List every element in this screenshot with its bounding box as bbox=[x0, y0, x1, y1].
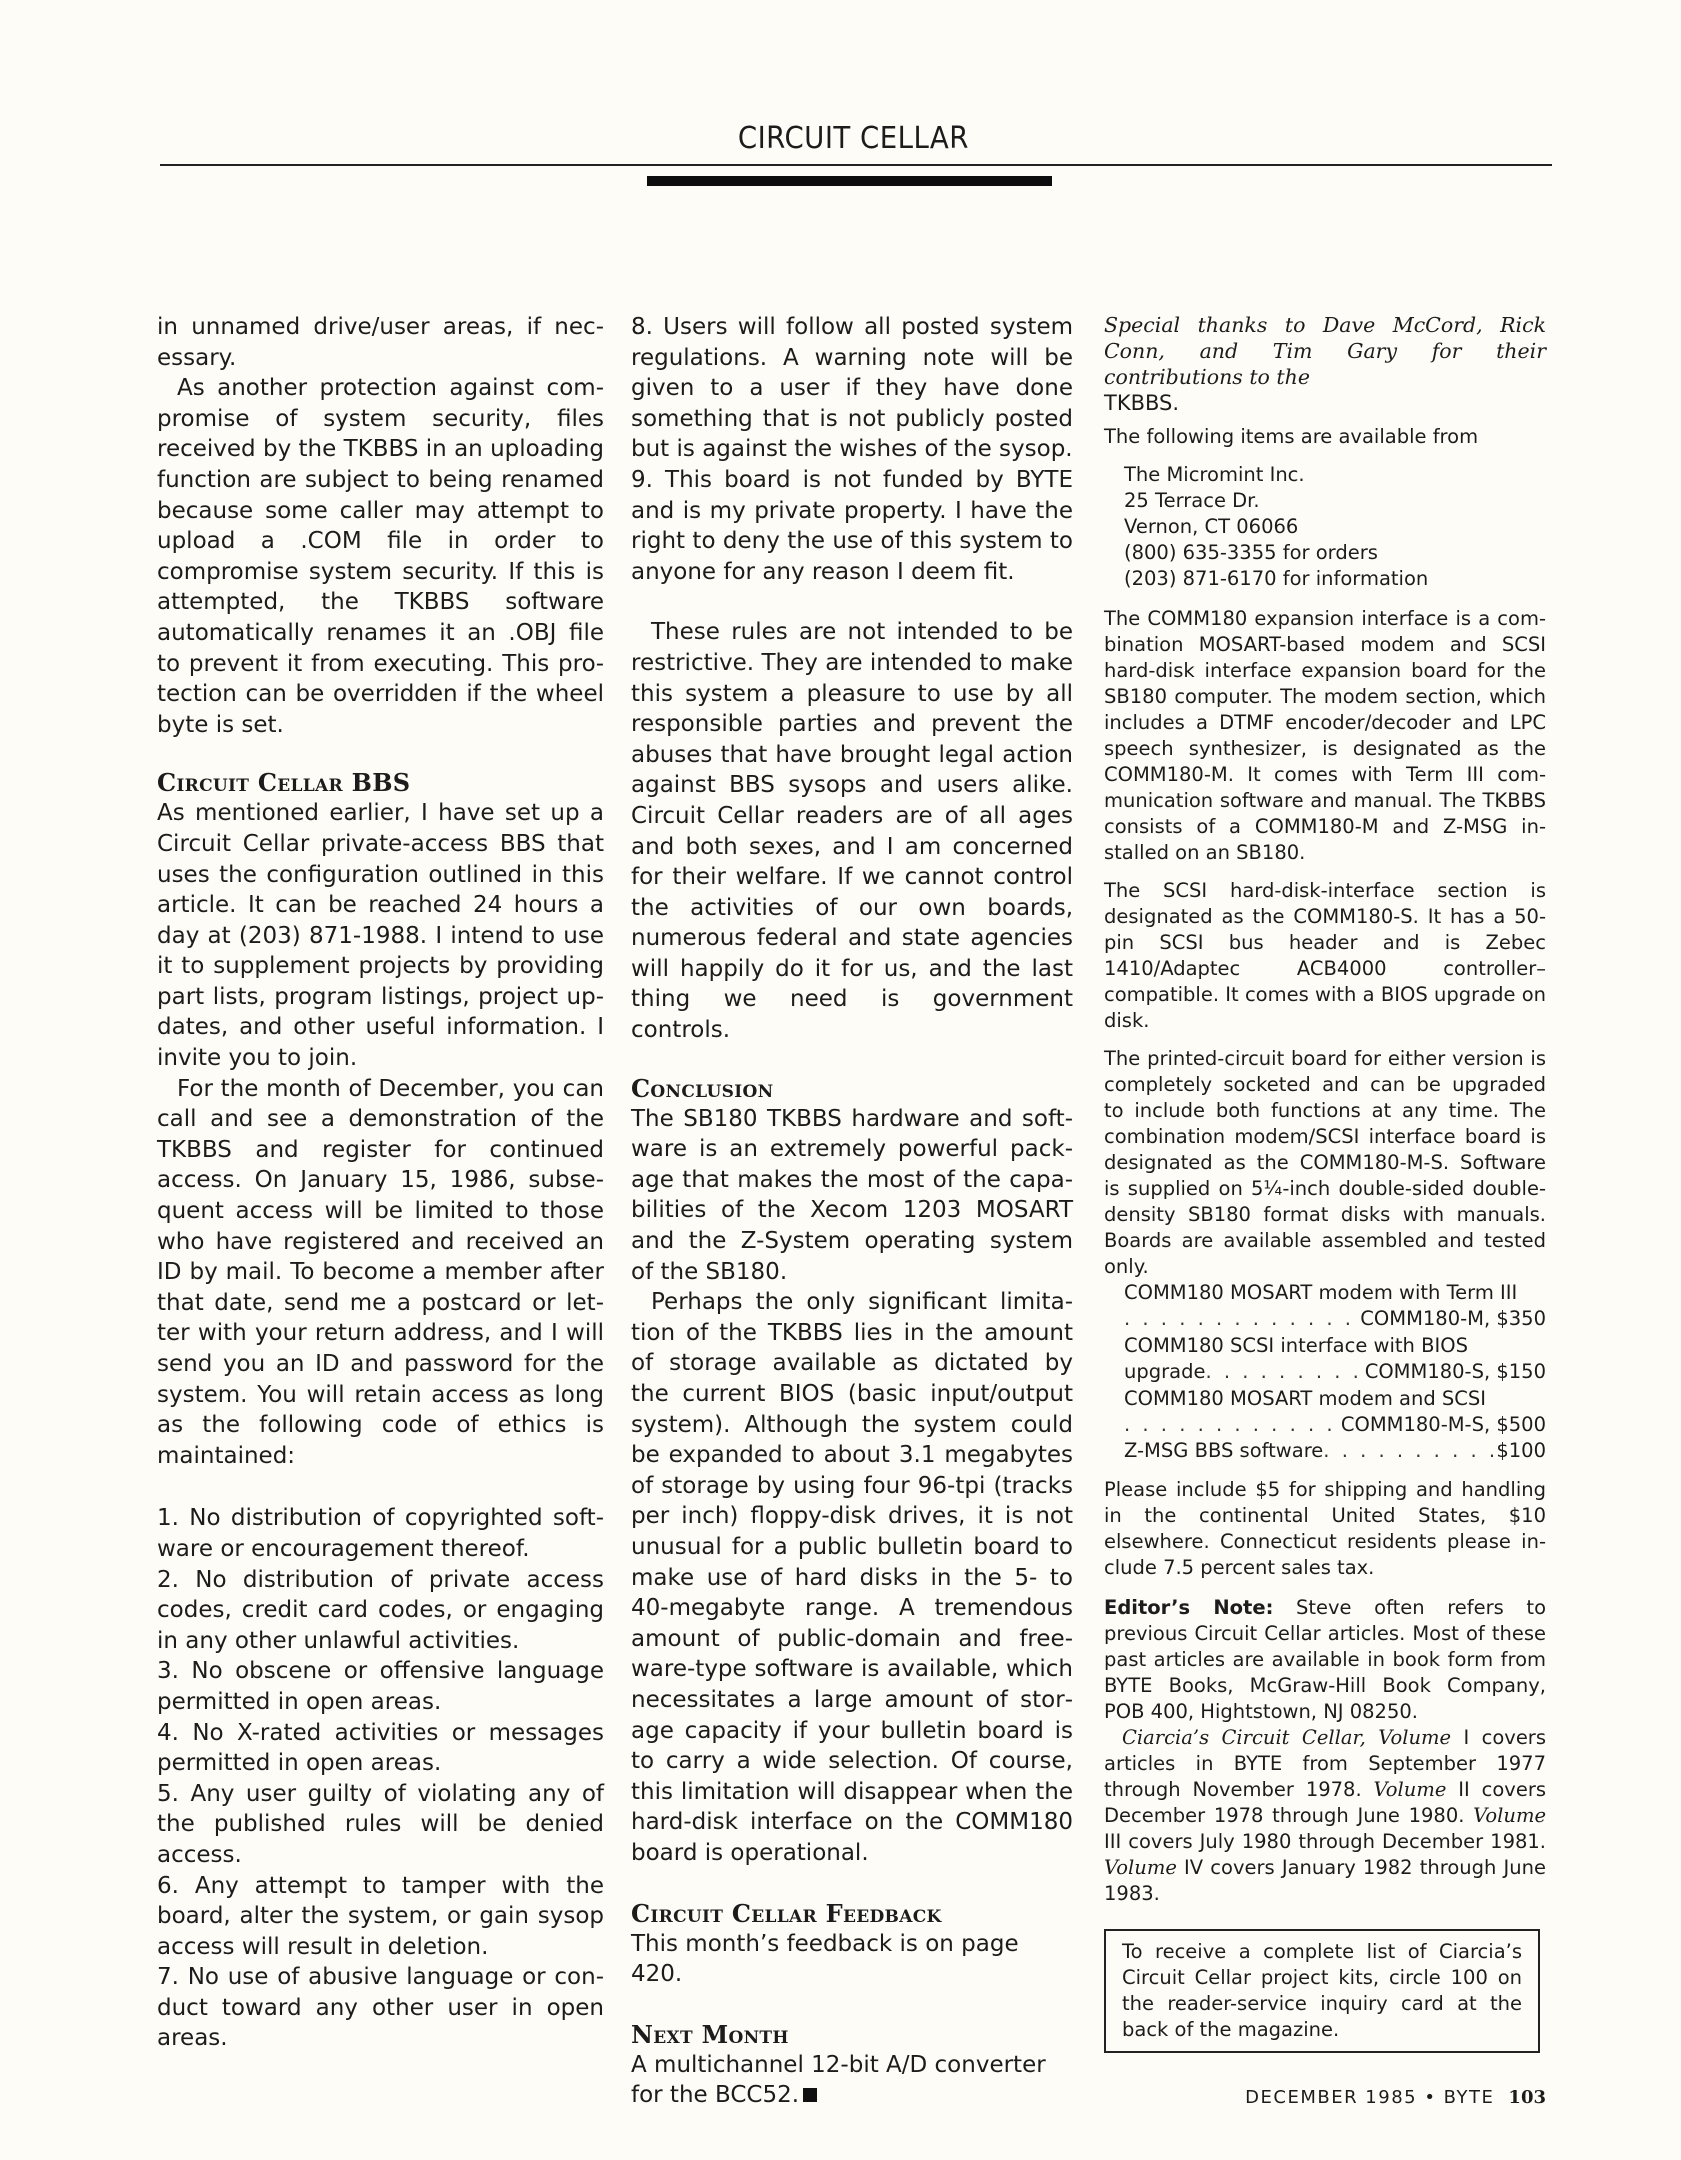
price-item-code: COMM180-M-S, $500 bbox=[1340, 1413, 1546, 1437]
price-item bbox=[1124, 1333, 1546, 1386]
list-item: 8. Users will follow all posted system regulations. A warning note will be given to a user if they have done something that is not publicly posted but is against the wishes of the sysop. bbox=[631, 314, 1073, 463]
acknowledgements: Special thanks to Dave McCord, Rick Conn, and Tim Gary for their contributions to the bbox=[1104, 313, 1546, 389]
leader-dots bbox=[1124, 1412, 1341, 1438]
price-list bbox=[1124, 1280, 1546, 1465]
price-item-lead: upgrade bbox=[1124, 1360, 1206, 1384]
paragraph: Perhaps the only significant limitation of the TKBBS lies in the amount of storage available as dictated by the current BIOS (basic input/output system). Although the system could be expanded to about 3.1 megabytes of storage by using four 96-tpi (tracks per inch) floppy-disk drives, it is not unusual for a public bulletin board to make use of hard disks in the 5- to 40-megabyte range. A tremendous amount of public-domain and freeware-type software is available, which necessitates a large amount of storage capacity if your bulletin board is to carry a wide selection. Of course, this limitation will disappear when the hard-disk interface on the COMM180 board is operational. bbox=[631, 1289, 1073, 1866]
end-mark-icon bbox=[803, 2088, 817, 2102]
paragraph: As mentioned earlier, I have set up a Circuit Cellar private-access BBS that uses the configuration outlined in this article. It can be reached 24 hours a day at (203) 871-1988. I intend to use it to supplement projects by providing part lists, program listings, project updates, and other useful information. I invite you to join. bbox=[157, 800, 604, 1072]
page-number: 103 bbox=[1508, 2087, 1546, 2108]
paragraph: This month’s feedback is on page 420. bbox=[631, 1930, 1019, 1988]
section-heading-bbs: Circuit Cellar BBS bbox=[157, 768, 411, 798]
section-heading-conclusion: Conclusion bbox=[631, 1073, 774, 1103]
price-item-lead: Z-MSG BBS software bbox=[1124, 1439, 1324, 1463]
address-line: (203) 871-6170 for information bbox=[1124, 567, 1429, 590]
paragraph: These rules are not intended to be restrictive. They are intended to make this system a pleasure to use by all responsible parties and prevent the abuses that have brought legal action against BBS sysops and users alike. Circuit Cellar readers are of all ages and both sexes, and I am concerned for their welfare. If we cannot control the activities of our own boards, numerous federal and state agencies will happily do it for us, and the last thing we need is government controls. bbox=[631, 619, 1073, 1044]
paragraph: The SB180 TKBBS hardware and software is an extremely powerful package that makes the most of the capabilities of the Xecom 1203 MOSART and the Z-System operating system of the SB180. bbox=[631, 1105, 1073, 1285]
volume-label: Volume bbox=[1373, 1777, 1447, 1801]
address-line: 25 Terrace Dr. bbox=[1124, 489, 1260, 512]
editors-note-text: Steve often refers to previous Circuit Cellar articles. Most of these past articles are available in book form from BYTE Books, McGraw-Hill Book Company, POB 400, Hightstown, NJ 08250. bbox=[1104, 1595, 1547, 1723]
paragraph: As another protection against compromise of system security, files received by the TKBBS in an uploading function are subject to being renamed because some caller may attempt to upload a .COM file in order to compromise system security. If this is attempted, the TKBBS software automatically renames it an .OBJ file to prevent it from executing. This protection can be overridden if the wheel byte is set. bbox=[157, 375, 604, 738]
price-item-code: COMM180-S, $150 bbox=[1364, 1360, 1546, 1384]
leader-dots bbox=[1323, 1438, 1496, 1464]
header-bar bbox=[647, 176, 1052, 186]
right-column bbox=[1104, 312, 1546, 2053]
ethics-rules-list bbox=[157, 1503, 604, 2054]
list-item: 9. This board is not funded by BYTE and is my private property. I have the right to deny the use of this system to anyone for any reason I deem fit. bbox=[631, 466, 1073, 585]
list-item: 2. No distribution of private access codes, credit card codes, or engaging in any other unlawful activities. bbox=[157, 1566, 604, 1654]
section-heading-feedback: Circuit Cellar Feedback bbox=[631, 1898, 942, 1928]
price-item-desc: COMM180 MOSART modem and SCSI bbox=[1124, 1386, 1487, 1410]
list-item: 6. Any attempt to tamper with the board, alter the system, or gain sysop access will result in deletion. bbox=[157, 1872, 604, 1960]
left-column bbox=[157, 312, 604, 2054]
availability-intro: The following items are available from bbox=[1104, 425, 1479, 448]
middle-column bbox=[631, 312, 1073, 2111]
list-item: 5. Any user guilty of violating any of the published rules will be denied access. bbox=[157, 1780, 604, 1868]
volume-text: IV covers January 1982 through June 1983. bbox=[1104, 1855, 1546, 1905]
price-item-code: COMM180-M, $350 bbox=[1360, 1307, 1546, 1331]
paragraph: The SCSI hard-disk-interface section is designated as the COMM180-S. It has a 50-pin SCSI bus header and is Zebec 1410/Adaptec ACB4000 controller–compatible. It comes with a BIOS upgrade on disk. bbox=[1104, 879, 1546, 1032]
section-heading-next-month: Next Month bbox=[631, 2019, 789, 2049]
list-item: 4. No X-rated activities or messages permitted in open areas. bbox=[157, 1719, 604, 1777]
price-item bbox=[1124, 1280, 1546, 1333]
acknowledgements-tail: TKBBS. bbox=[1104, 391, 1180, 415]
volume-text: II covers December 1978 through June 1980. bbox=[1104, 1777, 1546, 1827]
paragraph: The printed-circuit board for either version is completely socketed and can be upgraded to include both functions at any time. The combination modem/SCSI interface board is designated as the COMM180-M-S. Software is supplied on 5¼-inch double-sided double-density SB180 format disks with manuals. Boards are available assembled and tested only. bbox=[1104, 1047, 1546, 1278]
price-item-desc: COMM180 SCSI interface with BIOS bbox=[1124, 1333, 1468, 1357]
page-footer bbox=[1236, 2087, 1546, 2108]
editors-note-label: Editor’s Note: bbox=[1104, 1595, 1274, 1619]
page-title-text: CIRCUIT CELLAR bbox=[737, 121, 969, 156]
price-item-code: $100 bbox=[1496, 1439, 1546, 1463]
kits-info-text: To receive a complete list of Ciarcia’s Circuit Cellar project kits, circle 100 on the reader-service inquiry card at the back of the magazine. bbox=[1122, 1939, 1522, 2041]
list-item: 1. No distribution of copyrighted software or encouragement thereof. bbox=[157, 1505, 604, 1562]
leader-dots bbox=[1205, 1359, 1364, 1385]
volume-text: III covers July 1980 through December 1981. bbox=[1104, 1829, 1546, 1853]
vendor-address bbox=[1104, 462, 1546, 592]
book-title: Ciarcia’s Circuit Cellar, bbox=[1122, 1725, 1366, 1749]
address-line: The Micromint Inc. bbox=[1124, 463, 1305, 486]
price-item bbox=[1124, 1386, 1546, 1439]
paragraph: For the month of December, you can call and see a demonstration of the TKBBS and register for continued access. On January 15, 1986, subsequent access will be limited to those who have registered and received an ID by mail. To become a member after that date, send me a postcard or letter with your return address, and I will send you an ID and password for the system. You will retain access as long as the following code of ethics is maintained: bbox=[157, 1075, 604, 1469]
volumes-note bbox=[1104, 1725, 1546, 1907]
kits-info-box bbox=[1104, 1929, 1540, 2053]
volume-label: Volume bbox=[1378, 1725, 1452, 1749]
price-item bbox=[1124, 1438, 1546, 1464]
list-item: 7. No use of abusive language or conduct toward any other user in open areas. bbox=[157, 1964, 604, 2052]
paragraph: in unnamed drive/user areas, if necessary. bbox=[157, 314, 604, 371]
footer-issue: DECEMBER 1985 • BYTE bbox=[1245, 2087, 1495, 2108]
editors-note bbox=[1104, 1595, 1546, 1725]
paragraph bbox=[631, 2050, 1073, 2111]
ethics-rules-list-continued bbox=[631, 312, 1073, 587]
leader-dots bbox=[1124, 1306, 1360, 1332]
header-rule bbox=[160, 164, 1552, 166]
next-month-text: A multichannel 12-bit A/D converter for the BCC52. bbox=[631, 2051, 1046, 2109]
page-title bbox=[67, 121, 1614, 156]
volume-label: Volume bbox=[1473, 1803, 1546, 1827]
price-item-desc: COMM180 MOSART modem with Term III bbox=[1124, 1281, 1518, 1304]
address-line: (800) 635-3355 for orders bbox=[1124, 541, 1378, 564]
address-line: Vernon, CT 06066 bbox=[1124, 515, 1299, 538]
volume-label: Volume bbox=[1104, 1855, 1177, 1879]
list-item: 3. No obscene or offensive language permitted in open areas. bbox=[157, 1658, 604, 1715]
volume-text: I covers articles in BYTE from September 1977 through November 1978. bbox=[1104, 1725, 1546, 1801]
shipping-note: Please include $5 for shipping and handling in the continental United States, $10 elsewhere. Connecticut residents please include 7.5 percent sales tax. bbox=[1104, 1477, 1546, 1579]
paragraph: The COMM180 expansion interface is a combination MOSART-based modem and SCSI hard-disk interface expansion board for the SB180 computer. The modem section, which includes a DTMF encoder/decoder and LPC speech synthesizer, is designated as the COMM180-M. It comes with Term III communication software and manual. The TKBBS consists of a COMM180-M and Z-MSG installed on an SB180. bbox=[1104, 607, 1546, 864]
